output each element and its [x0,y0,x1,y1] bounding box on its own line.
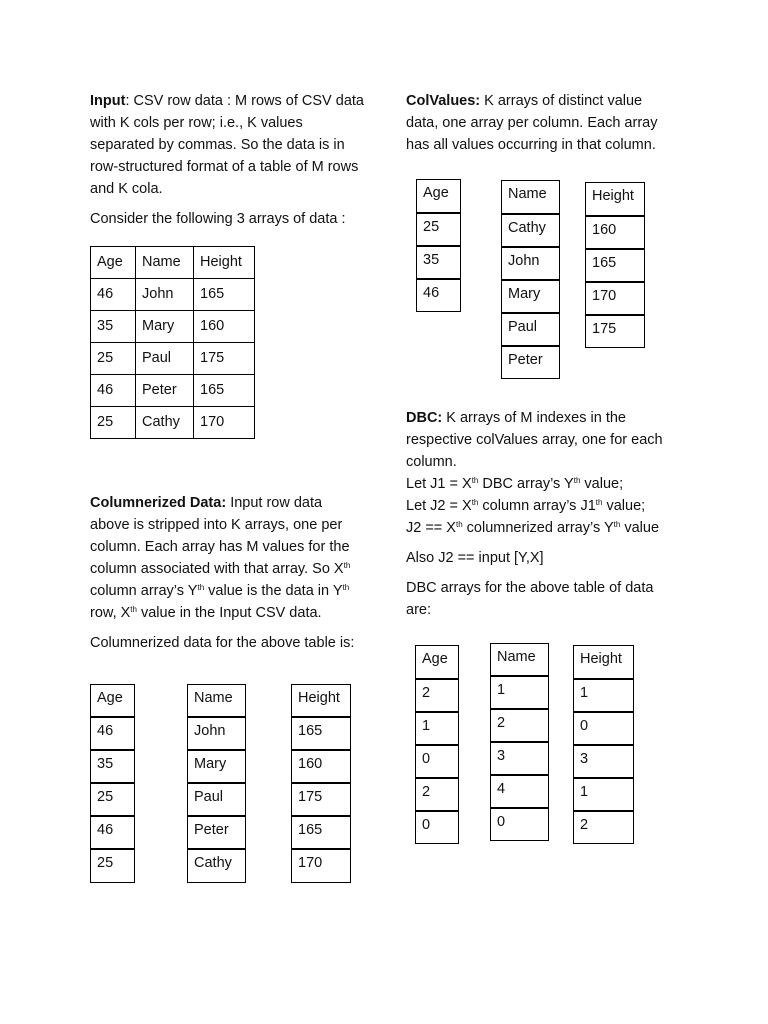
array-cell: Age [416,179,461,213]
superscript: th [573,476,581,485]
array-cell: 35 [416,246,461,279]
superscript: th [342,583,350,592]
table-cell: Paul [136,343,194,375]
array-cell: 2 [490,709,549,742]
table-row [91,279,255,311]
array-cell: 165 [291,816,351,849]
table-cell: 170 [194,407,255,439]
columnerized-text-3: value is the data in Y [204,583,343,599]
array-cell: Height [573,645,634,679]
array-cell: 46 [90,816,135,849]
array-cell: 4 [490,775,549,808]
array-cell: Name [490,643,549,676]
dbc-paragraph [406,407,674,473]
superscript: th [471,476,479,485]
array-cell: Height [585,182,645,216]
let-j1-line [406,473,674,495]
superscript: th [455,520,463,529]
array-cell: 1 [490,676,549,709]
array-cell: 35 [90,750,135,783]
table-row [91,311,255,343]
columnerized-text-1: Input row data above is stripped into K arrays, one per column. Each array has M values for the column associated with that array. So X [90,495,350,577]
array-cell: Peter [501,346,560,379]
input-label: Input [90,93,126,109]
columnerized-text-4: row, X [90,605,131,621]
table-row [91,407,255,439]
input-table-header-row [91,247,255,279]
array-cell: 1 [573,778,634,811]
left-column [90,90,365,230]
table-cell: Cathy [136,407,194,439]
array-cell: 170 [291,849,351,883]
array-cell: 25 [90,783,135,816]
columnerized-caption: Columnerized data for the above table is: [90,635,355,651]
let-j1-a: Let J1 = X [406,476,472,492]
array-cell: Mary [187,750,246,783]
also-text: Also J2 == input [Y,X] [406,550,544,566]
table-cell: 35 [91,311,136,343]
array-cell: 0 [415,745,459,778]
array-cell: 3 [573,745,634,778]
j2-equals-line [406,517,674,539]
table-cell: 25 [91,407,136,439]
array-cell: Cathy [187,849,246,883]
input-table-header-name: Name [136,247,194,279]
array-cell: 2 [415,778,459,811]
superscript: th [471,498,479,507]
columnerized-text-5: value in the Input CSV data. [136,605,322,621]
array-cell: Name [187,684,246,717]
input-table [90,246,255,439]
columnerized-section [90,492,365,654]
input-paragraph [90,90,365,200]
colvalues-label: ColValues: [406,93,481,109]
table-cell: 165 [194,279,255,311]
dbc-description: K arrays of M indexes in the respective colValues array, one for each column. [406,410,663,470]
table-cell: 165 [194,375,255,407]
input-description: : CSV row data : M rows of CSV data with K cols per row; i.e., K values separated by commas. So the data is in row-structured format of a table of M rows and K cola. [90,93,364,197]
array-cell: 1 [415,712,459,745]
array-cell: 1 [573,679,634,712]
table-cell: 175 [194,343,255,375]
array-cell: Age [90,684,135,717]
array-cell: Mary [501,280,560,313]
colvalues-description: K arrays of distinct value data, one array per column. Each array has all values occurring in that column. [406,93,658,153]
table-cell: John [136,279,194,311]
superscript: th [613,520,621,529]
let-j1-c: value; [580,476,624,492]
let-j2-a: Let J2 = X [406,498,472,514]
let-j2-c: value; [602,498,646,514]
consider-text: Consider the following 3 arrays of data : [90,211,346,227]
array-cell: 175 [585,315,645,348]
table-cell: Peter [136,375,194,407]
array-cell: 25 [90,849,135,883]
array-cell: Peter [187,816,246,849]
table-cell: 46 [91,279,136,311]
columnerized-paragraph [90,492,365,624]
array-cell: 160 [291,750,351,783]
array-cell: 25 [416,213,461,246]
array-cell: 46 [90,717,135,750]
let-j2-line [406,495,674,517]
array-cell: 0 [573,712,634,745]
array-cell: Cathy [501,214,560,247]
dbc-section [406,407,674,621]
dbc-label: DBC: [406,410,443,426]
array-cell: 3 [490,742,549,775]
table-cell: Mary [136,311,194,343]
let-j2-b: column array’s J1 [478,498,596,514]
j2-eq-c: value [620,520,660,536]
table-cell: 46 [91,375,136,407]
array-cell: 2 [415,679,459,712]
array-cell: 165 [291,717,351,750]
j2-eq-a: J2 == X [406,520,456,536]
array-cell: Height [291,684,351,717]
array-cell: Paul [187,783,246,816]
table-row [91,375,255,407]
array-cell: 0 [490,808,549,841]
table-cell: 160 [194,311,255,343]
array-cell: Paul [501,313,560,346]
superscript: th [197,583,205,592]
array-cell: John [501,247,560,280]
array-cell: 160 [585,216,645,249]
j2-eq-b: columnerized array’s Y [462,520,614,536]
input-table-header-age: Age [91,247,136,279]
array-cell: 46 [416,279,461,312]
right-column [406,90,678,156]
columnerized-label: Columnerized Data: [90,495,227,511]
let-j1-b: DBC array’s Y [478,476,574,492]
array-cell: 0 [415,811,459,844]
superscript: th [343,561,351,570]
array-cell: 170 [585,282,645,315]
superscript: th [595,498,603,507]
array-cell: Age [415,645,459,679]
columnerized-text-2: column array’s Y [90,583,198,599]
array-cell: Name [501,180,560,214]
array-cell: 165 [585,249,645,282]
array-cell: 2 [573,811,634,844]
superscript: th [130,605,137,614]
input-table-header-height: Height [194,247,255,279]
table-row [91,343,255,375]
array-cell: John [187,717,246,750]
dbc-caption: DBC arrays for the above table of data are: [406,580,654,618]
table-cell: 25 [91,343,136,375]
colvalues-paragraph [406,90,678,156]
array-cell: 175 [291,783,351,816]
